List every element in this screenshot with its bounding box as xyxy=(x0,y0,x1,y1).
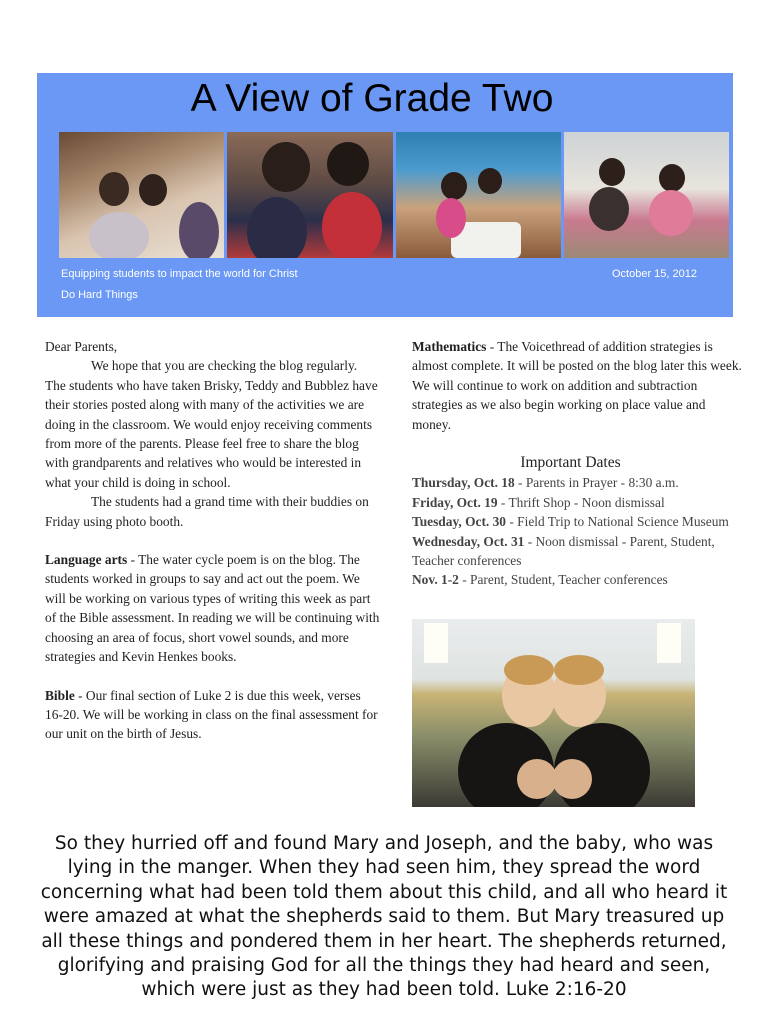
date-item-date: Wednesday, Oct. 31 xyxy=(412,533,525,549)
date-item-event: - Field Trip to National Science Museum xyxy=(506,514,729,530)
mathematics-label: Mathematics xyxy=(412,339,487,354)
newsletter-banner xyxy=(37,73,733,317)
scripture-passage: So they hurried off and found Mary and Joseph, and the baby, who was lying in the manger. When they had seen him, they spread the word concerning what had been told them about this child, and all who heard it were amazed at what the shepherds said to them. But Mary treasured up all these things and pondered them in her heart. The shepherds returned, glorifying and praising God for all the things they had heard and seen, which were just as they had been told. Luke 2:16-20 xyxy=(40,833,728,1001)
bible-section xyxy=(45,686,380,744)
banner-date: October 15, 2012 xyxy=(612,268,698,280)
letter-paragraph-buddies: The students had a grand time with their buddies on Friday using photo booth. xyxy=(45,494,369,529)
date-item xyxy=(412,570,747,589)
date-item-date: Friday, Oct. 19 xyxy=(412,494,498,510)
date-item xyxy=(412,493,747,512)
language-arts-text: - The water cycle poem is on the blog. The students worked in groups to say and act out the poem. We will be working on various types of writing this week as part of the Bible assessment. In reading we will be continuing with choosing an area of focus, short vowel sounds, and more strategies and Kevin Henkes books. xyxy=(45,552,380,665)
photo-booth-mirror-image xyxy=(412,619,695,807)
language-arts-section xyxy=(45,550,380,666)
letter-column xyxy=(45,337,380,744)
date-item-date: Tuesday, Oct. 30 xyxy=(412,514,507,530)
important-dates-title: Important Dates xyxy=(520,454,621,472)
date-item xyxy=(412,512,747,531)
bible-text: - Our final section of Luke 2 is due this week, verses 16-20. We will be working in class on the final assessment for our unit on the birth of Jesus. xyxy=(45,687,378,742)
banner-tagline: Do Hard Things xyxy=(61,289,138,301)
date-item-event: - Thrift Shop - Noon dismissal xyxy=(497,494,665,510)
photo-strip xyxy=(59,132,729,258)
date-item-date: Nov. 1-2 xyxy=(412,572,459,588)
ceiling-light xyxy=(424,623,448,663)
letter-greeting: Dear Parents, xyxy=(45,339,118,354)
letter-paragraph-blog: We hope that you are checking the blog regularly. The students who have taken Brisky, Teddy and Bubblez have their stories posted along with many of the activities we are doing in the classroom. We would enjoy receiving comments from more of the parents. Please feel free to share the blog with grandparents and relatives who would be interested in what your child is doing in school. xyxy=(45,358,378,490)
language-arts-label: Language arts xyxy=(45,552,128,568)
right-column xyxy=(412,337,747,590)
newsletter-title: A View of Grade Two xyxy=(190,77,554,120)
mathematics-section xyxy=(412,337,747,434)
ceiling-light xyxy=(657,623,681,663)
banner-motto: Equipping students to impact the world for Christ xyxy=(61,268,298,280)
important-dates-list xyxy=(412,473,747,589)
bible-label: Bible xyxy=(45,687,75,703)
date-item-date: Thursday, Oct. 18 xyxy=(412,475,515,491)
photo-classroom-reading xyxy=(59,132,224,258)
photo-laptop-celebration xyxy=(396,132,561,258)
photo-students-working xyxy=(227,132,392,258)
date-item xyxy=(412,473,747,492)
date-item-event: - Parent, Student, Teacher conferences xyxy=(458,572,668,588)
mathematics-text: - The Voicethread of addition strategies is almost complete. It will be posted on the blog later this week. We will continue to work on addition and subtraction strategies as we also begin working on place value and money. xyxy=(412,339,742,432)
date-item-event: - Parents in Prayer - 8:30 a.m. xyxy=(514,475,679,491)
date-item xyxy=(412,532,747,571)
photo-girls-playing xyxy=(564,132,729,258)
date-item-event: - Noon dismissal - Parent, Student, Teacher conferences xyxy=(412,533,715,569)
